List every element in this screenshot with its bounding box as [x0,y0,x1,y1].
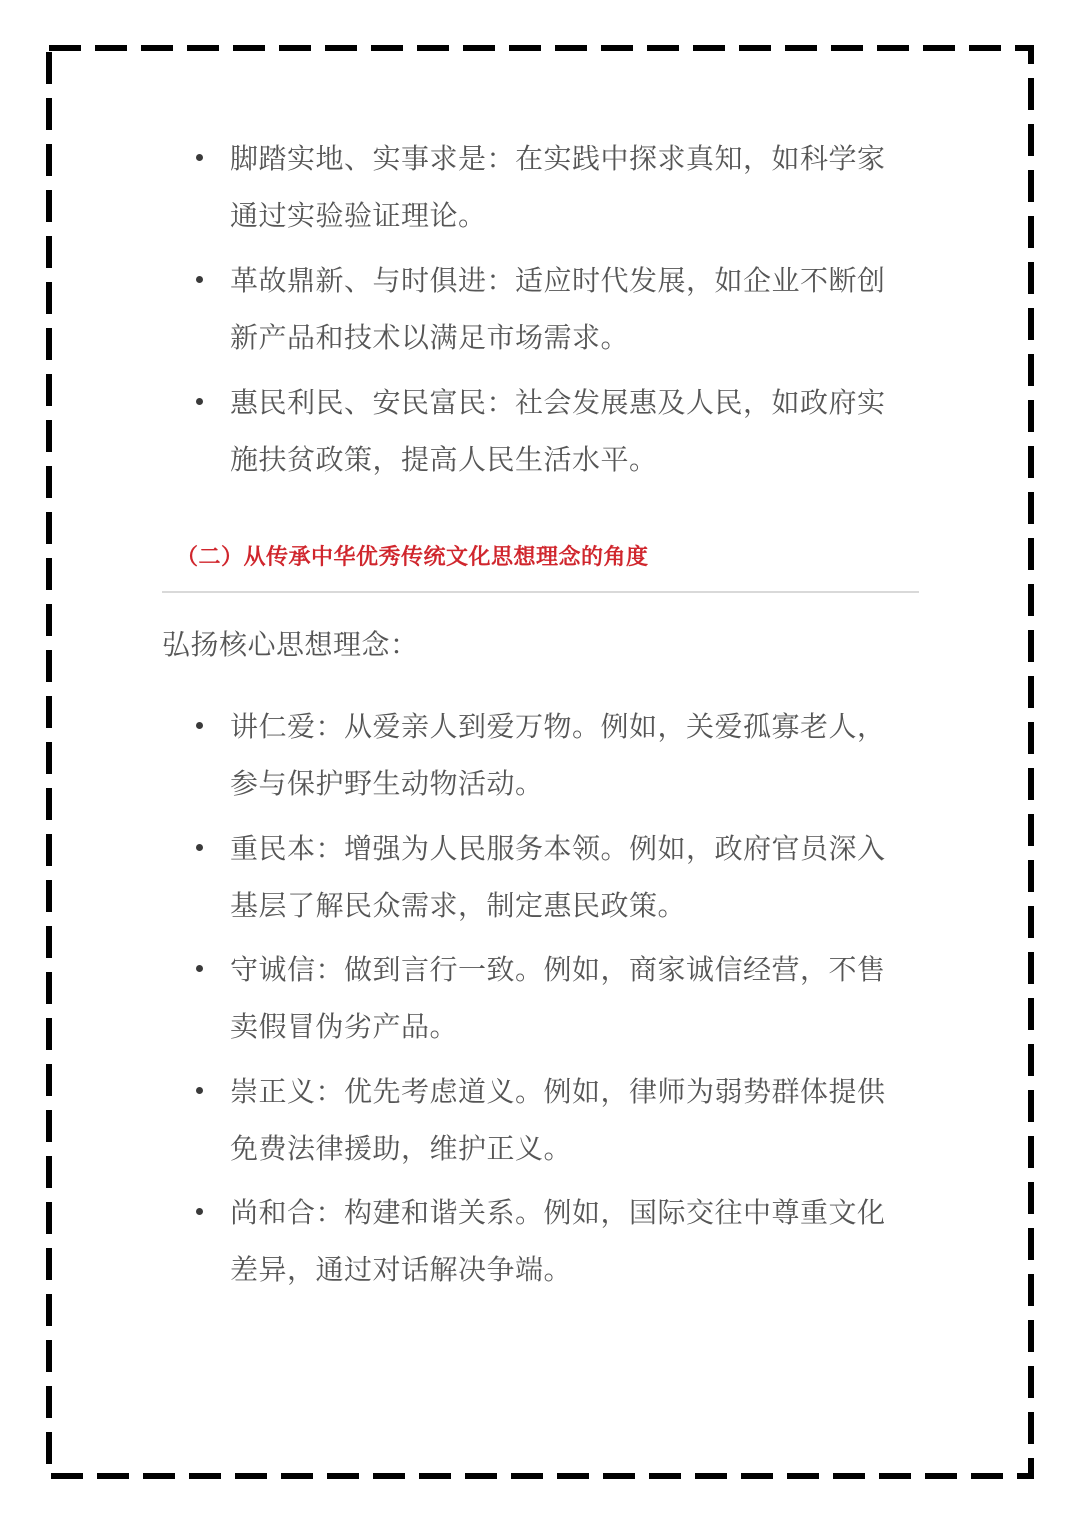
bullet-icon [196,398,203,405]
list-item-text: 尚和合：构建和谐关系。例如，国际交往中尊重文化差异，通过对话解决争端。 [230,1196,886,1286]
section-heading: （二）从传承中华优秀传统文化思想理念的角度 [176,545,649,570]
list-item [230,1063,900,1177]
list-item [230,1184,900,1298]
list-item [230,252,900,366]
section-intro: 弘扬核心思想理念： [162,628,419,661]
list-item-text: 守诚信：做到言行一致。例如，商家诚信经营，不售卖假冒伪劣产品。 [230,953,886,1043]
list-item-text: 脚踏实地、实事求是：在实践中探求真知，如科学家通过实验验证理论。 [230,142,886,232]
list-item [230,130,900,244]
bullet-icon [196,965,203,972]
list-item-text: 惠民利民、安民富民：社会发展惠及人民，如政府实施扶贫政策，提高人民生活水平。 [230,386,886,476]
list-item-text: 讲仁爱：从爱亲人到爱万物。例如，关爱孤寡老人，参与保护野生动物活动。 [230,710,886,800]
bullet-icon [196,844,203,851]
list-item [230,820,900,934]
section-divider [162,591,919,593]
bullet-icon [196,276,203,283]
bullet-icon [196,722,203,729]
bullet-icon [196,154,203,161]
list-item-text: 崇正义：优先考虑道义。例如，律师为弱势群体提供免费法律援助，维护正义。 [230,1075,886,1165]
list-item-text: 革故鼎新、与时俱进：适应时代发展，如企业不断创新产品和技术以满足市场需求。 [230,264,886,354]
bullet-icon [196,1208,203,1215]
bullet-icon [196,1087,203,1094]
list-item-text: 重民本：增强为人民服务本领。例如，政府官员深入基层了解民众需求，制定惠民政策。 [230,832,886,922]
list-item [230,374,900,488]
list-item [230,698,900,812]
list-item [230,941,900,1055]
